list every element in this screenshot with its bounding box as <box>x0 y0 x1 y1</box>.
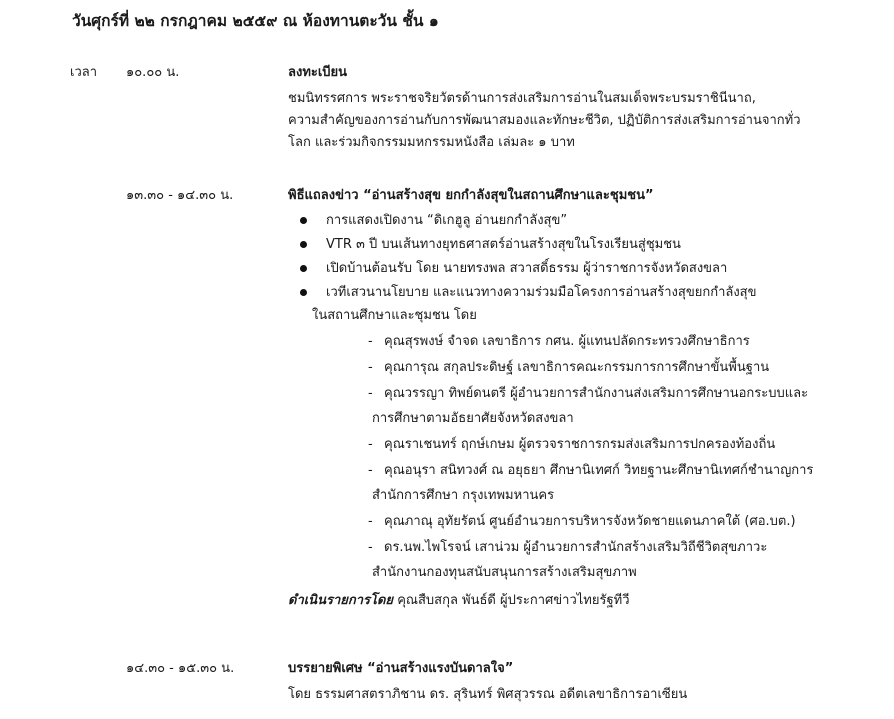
bullet-icon <box>300 289 307 296</box>
panelist-text: คุณการุณ สกุลประดิษฐ์ เลขาธิการคณะกรรมการการศึกษาขั้นพื้นฐาน <box>384 360 770 375</box>
dash-icon: - <box>368 463 373 478</box>
session-title: ลงทะเบียน <box>288 65 348 80</box>
session-description <box>288 684 848 706</box>
dash-icon: - <box>368 437 373 452</box>
panelist-item <box>326 460 848 507</box>
dash-icon: - <box>368 540 373 555</box>
panelist-text: สำนักการศึกษา กรุงเทพมหานคร <box>372 488 555 503</box>
agenda-item-text: VTR ๓ ปี บนเส้นทางยุทธศาสตร์อ่านสร้างสุขในโรงเรียนสู่ชุมชน <box>326 237 681 252</box>
agenda-item-text: การแสดงเปิดงาน “ดิเกฮูลู อ่านยกกำลังสุข” <box>326 213 568 228</box>
agenda-item <box>288 209 848 233</box>
bullet-icon <box>300 241 307 248</box>
moderator-lead: ดำเนินรายการโดย <box>288 593 394 608</box>
agenda-item-text: เวทีเสวนานโยบาย และแนวทางความร่วมมือโครงการอ่านสร้างสุขยกกำลังสุข <box>326 285 757 300</box>
panelist-text: สำนักงานกองทุนสนับสนุนการสร้างเสริมสุขภาพ <box>372 565 637 580</box>
panelist-text: คุณวรรญา ทิพย์ดนตรี ผู้อำนวยการสำนักงานส่งเสริมการศึกษานอกระบบและ <box>384 386 809 401</box>
moderator-name: คุณสืบสกุล พันธ์ดี ผู้ประกาศข่าวไทยรัฐทีวี <box>393 593 630 608</box>
agenda-item <box>288 281 848 584</box>
session-content <box>288 62 848 154</box>
panelist-item <box>326 383 848 430</box>
agenda-item <box>288 233 848 257</box>
moderator-line <box>288 590 848 612</box>
dash-icon: - <box>368 334 373 349</box>
session-title: พิธีแถลงข่าว “อ่านสร้างสุข ยกกำลังสุขในสถานศึกษาและชุมชน” <box>288 188 654 203</box>
session-content <box>288 658 848 706</box>
session-time: ๑๓.๓๐ - ๑๔.๓๐ น. <box>126 188 234 203</box>
panelist-text: คุณอนุรา สนิทวงศ์ ณ อยุธยา ศึกษานิเทศก์ วิทยฐานะศึกษานิเทศก์ชำนาญการ <box>384 463 814 478</box>
panelist-item <box>326 357 848 379</box>
agenda-list <box>288 209 848 584</box>
page-title: วันศุกร์ที่ ๒๒ กรกฎาคม ๒๕๕๙ ณ ห้องทานตะวัน ชั้น ๑ <box>72 12 439 30</box>
dash-icon: - <box>368 386 373 401</box>
description-line: โลก และร่วมกิจกรรมมหกรรมหนังสือ เล่มละ ๑ บาท <box>288 135 575 150</box>
panelist-text: คุณภาณุ อุทัยรัตน์ ศูนย์อำนวยการบริหารจังหวัดชายแดนภาคใต้ (ศอ.บต.) <box>384 514 796 529</box>
panelist-text: การศึกษาตามอัธยาศัยจังหวัดสงขลา <box>372 411 574 426</box>
session-time: ๑๐.๐๐ น. <box>126 65 180 80</box>
panelist-list <box>326 331 848 584</box>
panelist-item <box>326 331 848 353</box>
panelist-text: คุณสุรพงษ์ จำจด เลขาธิการ กศน. ผู้แทนปลัดกระทรวงศึกษาธิการ <box>384 334 750 349</box>
dash-icon: - <box>368 360 373 375</box>
agenda-item <box>288 257 848 281</box>
panelist-text: คุณราเชนทร์ ฤกษ์เกษม ผู้ตรวจราชการกรมส่งเสริมการปกครองท้องถิ่น <box>384 437 776 452</box>
panelist-item <box>326 537 848 584</box>
session-description <box>288 88 848 154</box>
description-line: ความสำคัญของการอ่านกับการพัฒนาสมองและทักษะชีวิต, ปฏิบัติการส่งเสริมการอ่านจากทั่ว <box>288 113 801 128</box>
panelist-item <box>326 511 848 533</box>
bullet-icon <box>300 217 307 224</box>
session-time: ๑๔.๓๐ - ๑๕.๓๐ น. <box>126 661 235 676</box>
session-title: บรรยายพิเศษ “อ่านสร้างแรงบันดาลใจ” <box>288 661 514 676</box>
dash-icon: - <box>368 514 373 529</box>
description-line: โดย ธรรมศาสตราภิชาน ดร. สุรินทร์ พิศสุวรรณ อดีตเลขาธิการอาเซียน <box>288 687 688 702</box>
description-line: ชมนิทรรศการ พระราชจริยวัตรด้านการส่งเสริมการอ่านในสมเด็จพระบรมราชินีนาถ, <box>288 91 756 106</box>
session-content <box>288 185 848 612</box>
time-label: เวลา <box>70 65 98 80</box>
panelist-item <box>326 434 848 456</box>
panelist-text: ดร.นพ.ไพโรจน์ เสาน่วม ผู้อำนวยการสำนักสร้างเสริมวิถีชีวิตสุขภาวะ <box>384 540 768 555</box>
agenda-item-text: ในสถานศึกษาและชุมชน โดย <box>312 308 477 323</box>
agenda-item-text: เปิดบ้านต้อนรับ โดย นายทรงพล สวาสดิ์ธรรม ผู้ว่าราชการจังหวัดสงขลา <box>326 261 728 276</box>
bullet-icon <box>300 265 307 272</box>
